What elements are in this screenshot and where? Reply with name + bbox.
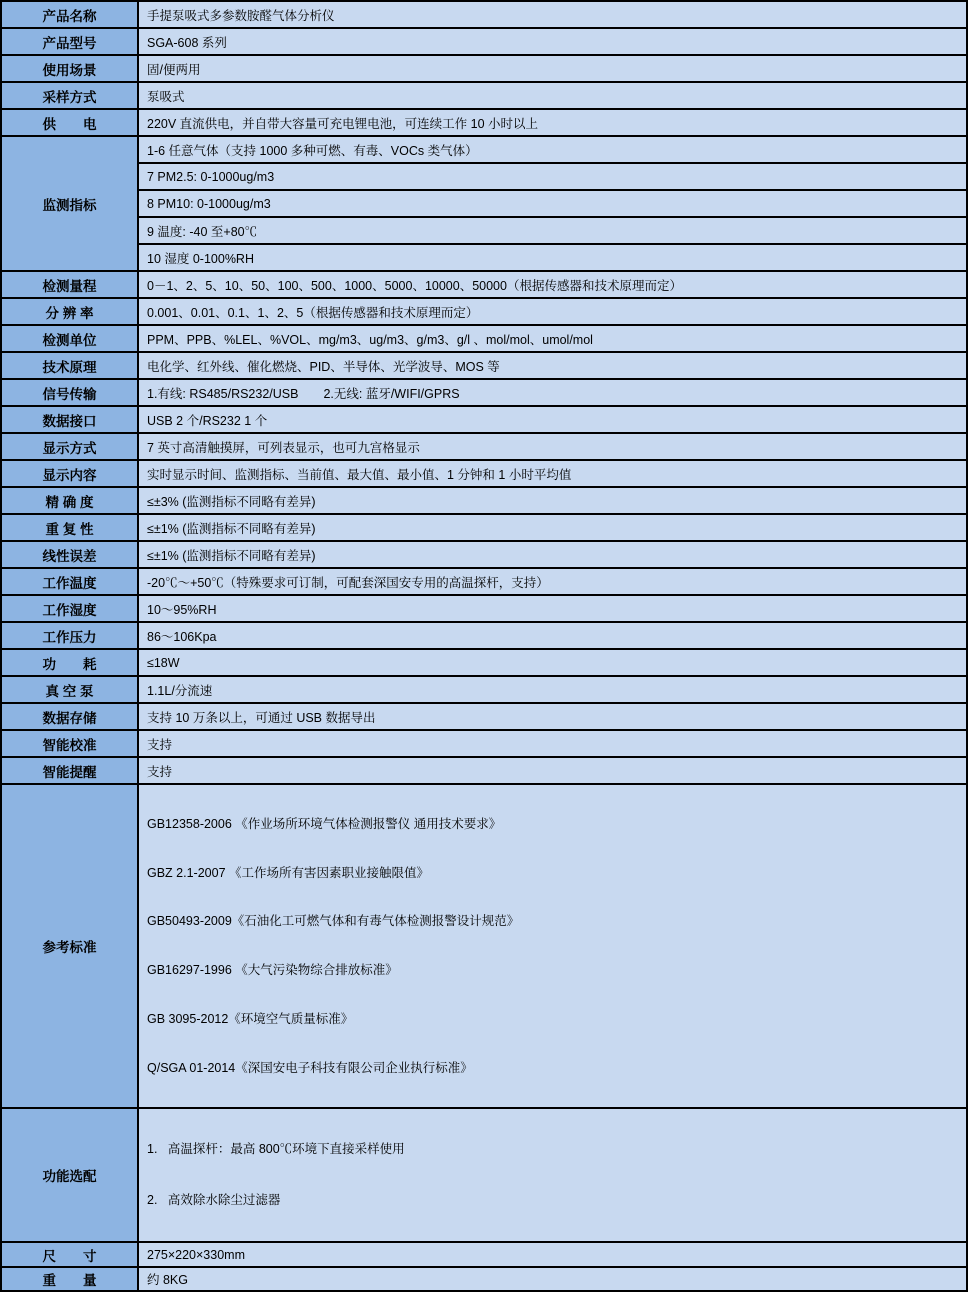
row-label: 检测单位 [1, 325, 138, 352]
row-label: 显示内容 [1, 460, 138, 487]
spec-row [1, 730, 967, 757]
spec-row [1, 487, 967, 514]
row-value: ≤±1% (监测指标不同略有差异) [138, 541, 967, 568]
row-label: 尺 寸 [1, 1242, 138, 1267]
row-value: 1.有线: RS485/RS232/USB 2.无线: 蓝牙/WIFI/GPRS [138, 379, 967, 406]
row-value: 220V 直流供电，并自带大容量可充电锂电池，可连续工作 10 小时以上 [138, 109, 967, 136]
row-value: ≤±3% (监测指标不同略有差异) [138, 487, 967, 514]
row-label: 功 耗 [1, 649, 138, 676]
spec-row [1, 1242, 967, 1267]
option-line: 2. 高效除水除尘过滤器 [147, 1193, 281, 1208]
row-label: 智能提醒 [1, 757, 138, 784]
standard-line: GBZ 2.1-2007 《工作场所有害因素职业接触限值》 [147, 865, 429, 880]
row-value: 支持 10 万条以上，可通过 USB 数据导出 [138, 703, 967, 730]
row-value: 8 PM10: 0-1000ug/m3 [138, 190, 967, 217]
spec-row [1, 514, 967, 541]
row-value: 7 PM2.5: 0-1000ug/m3 [138, 163, 967, 190]
spec-row [1, 541, 967, 568]
row-label: 数据存储 [1, 703, 138, 730]
row-value [138, 1108, 967, 1242]
row-label: 工作湿度 [1, 595, 138, 622]
spec-row [1, 271, 967, 298]
row-value: ≤18W [138, 649, 967, 676]
row-label: 重 量 [1, 1267, 138, 1291]
row-value: -20℃～+50℃（特殊要求可订制，可配套深国安专用的高温探杆，支持） [138, 568, 967, 595]
row-label: 产品名称 [1, 1, 138, 28]
spec-row [1, 460, 967, 487]
row-value: 支持 [138, 757, 967, 784]
spec-row [1, 109, 967, 136]
row-value: SGA-608 系列 [138, 28, 967, 55]
row-value: 泵吸式 [138, 82, 967, 109]
spec-row [1, 379, 967, 406]
row-label: 智能校准 [1, 730, 138, 757]
spec-row [1, 595, 967, 622]
row-value: 约 8KG [138, 1267, 967, 1291]
row-value: 电化学、红外线、催化燃烧、PID、半导体、光学波导、MOS 等 [138, 352, 967, 379]
spec-row [1, 676, 967, 703]
row-label: 重 复 性 [1, 514, 138, 541]
spec-row [1, 406, 967, 433]
row-value: 手提泵吸式多参数胺醛气体分析仪 [138, 1, 967, 28]
spec-row [1, 1, 967, 28]
row-value: 275×220×330mm [138, 1242, 967, 1267]
row-value: 实时显示时间、监测指标、当前值、最大值、最小值、1 分钟和 1 小时平均值 [138, 460, 967, 487]
row-value: 86～106Kpa [138, 622, 967, 649]
standard-line: GB50493-2009《石油化工可燃气体和有毒气体检测报警设计规范》 [147, 914, 520, 929]
spec-row [1, 244, 967, 271]
row-label: 分 辨 率 [1, 298, 138, 325]
spec-row [1, 433, 967, 460]
spec-row [1, 1267, 967, 1291]
row-label: 技术原理 [1, 352, 138, 379]
row-value: 1-6 任意气体（支持 1000 多种可燃、有毒、VOCs 类气体） [138, 136, 967, 163]
row-label: 精 确 度 [1, 487, 138, 514]
row-label: 工作压力 [1, 622, 138, 649]
standard-line: GB16297-1996 《大气污染物综合排放标准》 [147, 963, 398, 978]
row-value: 固/便两用 [138, 55, 967, 82]
spec-row [1, 55, 967, 82]
spec-row-options [1, 1108, 967, 1242]
spec-row-standards [1, 784, 967, 1108]
row-label: 显示方式 [1, 433, 138, 460]
row-value: 9 温度: -40 至+80℃ [138, 217, 967, 244]
row-value: 0.001、0.01、0.1、1、2、5（根据传感器和技术原理而定） [138, 298, 967, 325]
spec-row [1, 622, 967, 649]
row-label: 功能选配 [1, 1108, 138, 1242]
row-label: 监测指标 [1, 136, 138, 271]
standard-line: Q/SGA 01-2014《深国安电子科技有限公司企业执行标准》 [147, 1060, 473, 1075]
spec-row [1, 649, 967, 676]
row-label: 供 电 [1, 109, 138, 136]
row-value: 10 湿度 0-100%RH [138, 244, 967, 271]
standard-line: GB12358-2006 《作业场所环境气体检测报警仪 通用技术要求》 [147, 817, 502, 831]
spec-row [1, 352, 967, 379]
row-label: 使用场景 [1, 55, 138, 82]
row-label: 采样方式 [1, 82, 138, 109]
row-label: 参考标准 [1, 784, 138, 1108]
row-label: 产品型号 [1, 28, 138, 55]
row-value: 10～95%RH [138, 595, 967, 622]
row-value: 1.1L/分流速 [138, 676, 967, 703]
row-value: 7 英寸高清触摸屏，可列表显示，也可九宫格显示 [138, 433, 967, 460]
standard-line: GB 3095-2012《环境空气质量标准》 [147, 1011, 354, 1026]
row-value [138, 784, 967, 1108]
spec-row [1, 163, 967, 190]
row-label: 工作温度 [1, 568, 138, 595]
row-label: 真 空 泵 [1, 676, 138, 703]
spec-row [1, 325, 967, 352]
row-label: 线性误差 [1, 541, 138, 568]
spec-row [1, 136, 967, 163]
row-label: 信号传输 [1, 379, 138, 406]
spec-row [1, 190, 967, 217]
spec-row [1, 757, 967, 784]
spec-row [1, 298, 967, 325]
row-label: 数据接口 [1, 406, 138, 433]
spec-row [1, 217, 967, 244]
row-value: ≤±1% (监测指标不同略有差异) [138, 514, 967, 541]
row-value: USB 2 个/RS232 1 个 [138, 406, 967, 433]
spec-row [1, 703, 967, 730]
spec-row [1, 568, 967, 595]
option-line: 1. 高温探杆：最高 800℃环境下直接采样使用 [147, 1142, 405, 1157]
row-value: 0－1、2、5、10、50、100、500、1000、5000、10000、50000（根据传感器和技术原理而定） [138, 271, 967, 298]
row-value: 支持 [138, 730, 967, 757]
spec-row [1, 28, 967, 55]
row-value: PPM、PPB、%LEL、%VOL、mg/m3、ug/m3、g/m3、g/l 、mol/mol、umol/mol [138, 325, 967, 352]
row-label: 检测量程 [1, 271, 138, 298]
spec-row [1, 82, 967, 109]
